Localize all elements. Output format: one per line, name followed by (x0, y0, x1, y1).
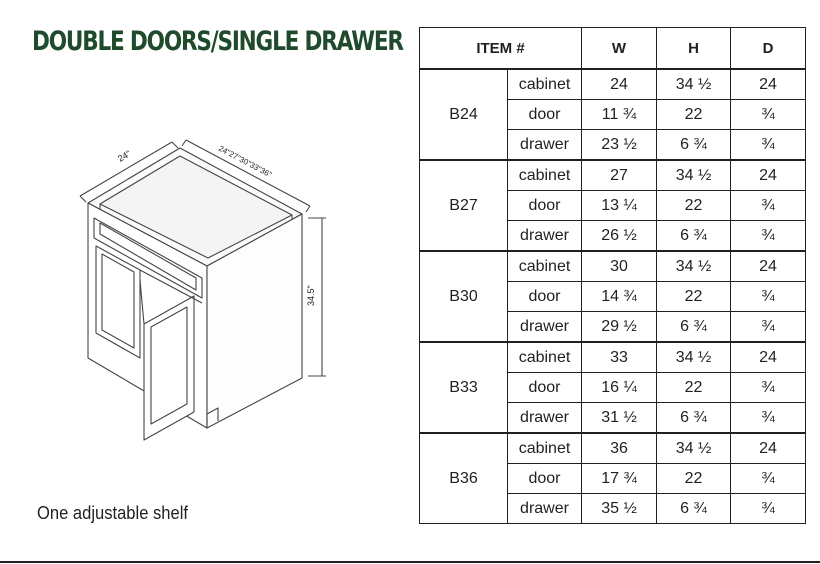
depth-value: ¾ (731, 100, 806, 130)
bottom-divider (0, 561, 820, 563)
part-name: drawer (508, 403, 582, 434)
shelf-note: One adjustable shelf (37, 503, 188, 523)
width-value: 36 (582, 433, 657, 464)
item-code: B27 (420, 160, 508, 251)
width-value: 30 (582, 251, 657, 282)
header-width: W (582, 28, 657, 70)
height-value: 22 (657, 191, 731, 221)
item-code: B36 (420, 433, 508, 524)
item-code: B24 (420, 69, 508, 160)
height-value: 22 (657, 464, 731, 494)
cabinet-drawing (40, 128, 340, 458)
width-value: 35 ½ (582, 494, 657, 524)
item-code: B33 (420, 342, 508, 433)
width-value: 14 ¾ (582, 282, 657, 312)
depth-value: ¾ (731, 130, 806, 161)
depth-value: ¾ (731, 403, 806, 434)
depth-value: 24 (731, 69, 806, 100)
depth-value: ¾ (731, 221, 806, 252)
height-value: 6 ¾ (657, 312, 731, 343)
depth-value: ¾ (731, 191, 806, 221)
width-value: 23 ½ (582, 130, 657, 161)
width-value: 17 ¾ (582, 464, 657, 494)
part-name: drawer (508, 494, 582, 524)
depth-value: 24 (731, 160, 806, 191)
part-name: door (508, 100, 582, 130)
height-value: 6 ¾ (657, 494, 731, 524)
table-row (420, 69, 806, 100)
item-code: B30 (420, 251, 508, 342)
height-value: 34 ½ (657, 69, 731, 100)
part-name: drawer (508, 312, 582, 343)
height-value: 22 (657, 282, 731, 312)
height-value: 34 ½ (657, 160, 731, 191)
part-name: door (508, 282, 582, 312)
part-name: door (508, 191, 582, 221)
part-name: cabinet (508, 342, 582, 373)
width-value: 26 ½ (582, 221, 657, 252)
depth-value: 24 (731, 433, 806, 464)
width-value: 33 (582, 342, 657, 373)
depth-value: ¾ (731, 373, 806, 403)
part-name: cabinet (508, 160, 582, 191)
part-name: door (508, 373, 582, 403)
dimensions-table (419, 27, 806, 524)
depth-value: ¾ (731, 312, 806, 343)
height-value: 6 ¾ (657, 221, 731, 252)
width-value: 29 ½ (582, 312, 657, 343)
depth-value: ¾ (731, 464, 806, 494)
width-value: 16 ¼ (582, 373, 657, 403)
header-height: H (657, 28, 731, 70)
depth-value: ¾ (731, 494, 806, 524)
width-value: 31 ½ (582, 403, 657, 434)
width-dimension-label: 24"27"30"33"36" (217, 143, 274, 180)
table-row (420, 251, 806, 282)
part-name: drawer (508, 130, 582, 161)
table-row (420, 433, 806, 464)
depth-value: 24 (731, 251, 806, 282)
table-row (420, 342, 806, 373)
height-value: 6 ¾ (657, 130, 731, 161)
part-name: door (508, 464, 582, 494)
page-title: DOUBLE DOORS/SINGLE DRAWER (32, 26, 403, 57)
part-name: cabinet (508, 251, 582, 282)
table-row (420, 160, 806, 191)
height-value: 34 ½ (657, 251, 731, 282)
width-value: 11 ¾ (582, 100, 657, 130)
depth-value: 24 (731, 342, 806, 373)
part-name: cabinet (508, 433, 582, 464)
width-value: 27 (582, 160, 657, 191)
width-value: 13 ¼ (582, 191, 657, 221)
header-item: ITEM # (420, 28, 582, 70)
height-value: 34 ½ (657, 433, 731, 464)
height-value: 22 (657, 373, 731, 403)
table-header-row (420, 28, 806, 70)
width-value: 24 (582, 69, 657, 100)
height-value: 22 (657, 100, 731, 130)
part-name: drawer (508, 221, 582, 252)
depth-value: ¾ (731, 282, 806, 312)
header-depth: D (731, 28, 806, 70)
height-dimension-label: 34.5" (306, 285, 316, 306)
cabinet-illustration (40, 128, 340, 458)
height-value: 6 ¾ (657, 403, 731, 434)
part-name: cabinet (508, 69, 582, 100)
height-value: 34 ½ (657, 342, 731, 373)
depth-dimension-label: 24" (116, 148, 133, 164)
